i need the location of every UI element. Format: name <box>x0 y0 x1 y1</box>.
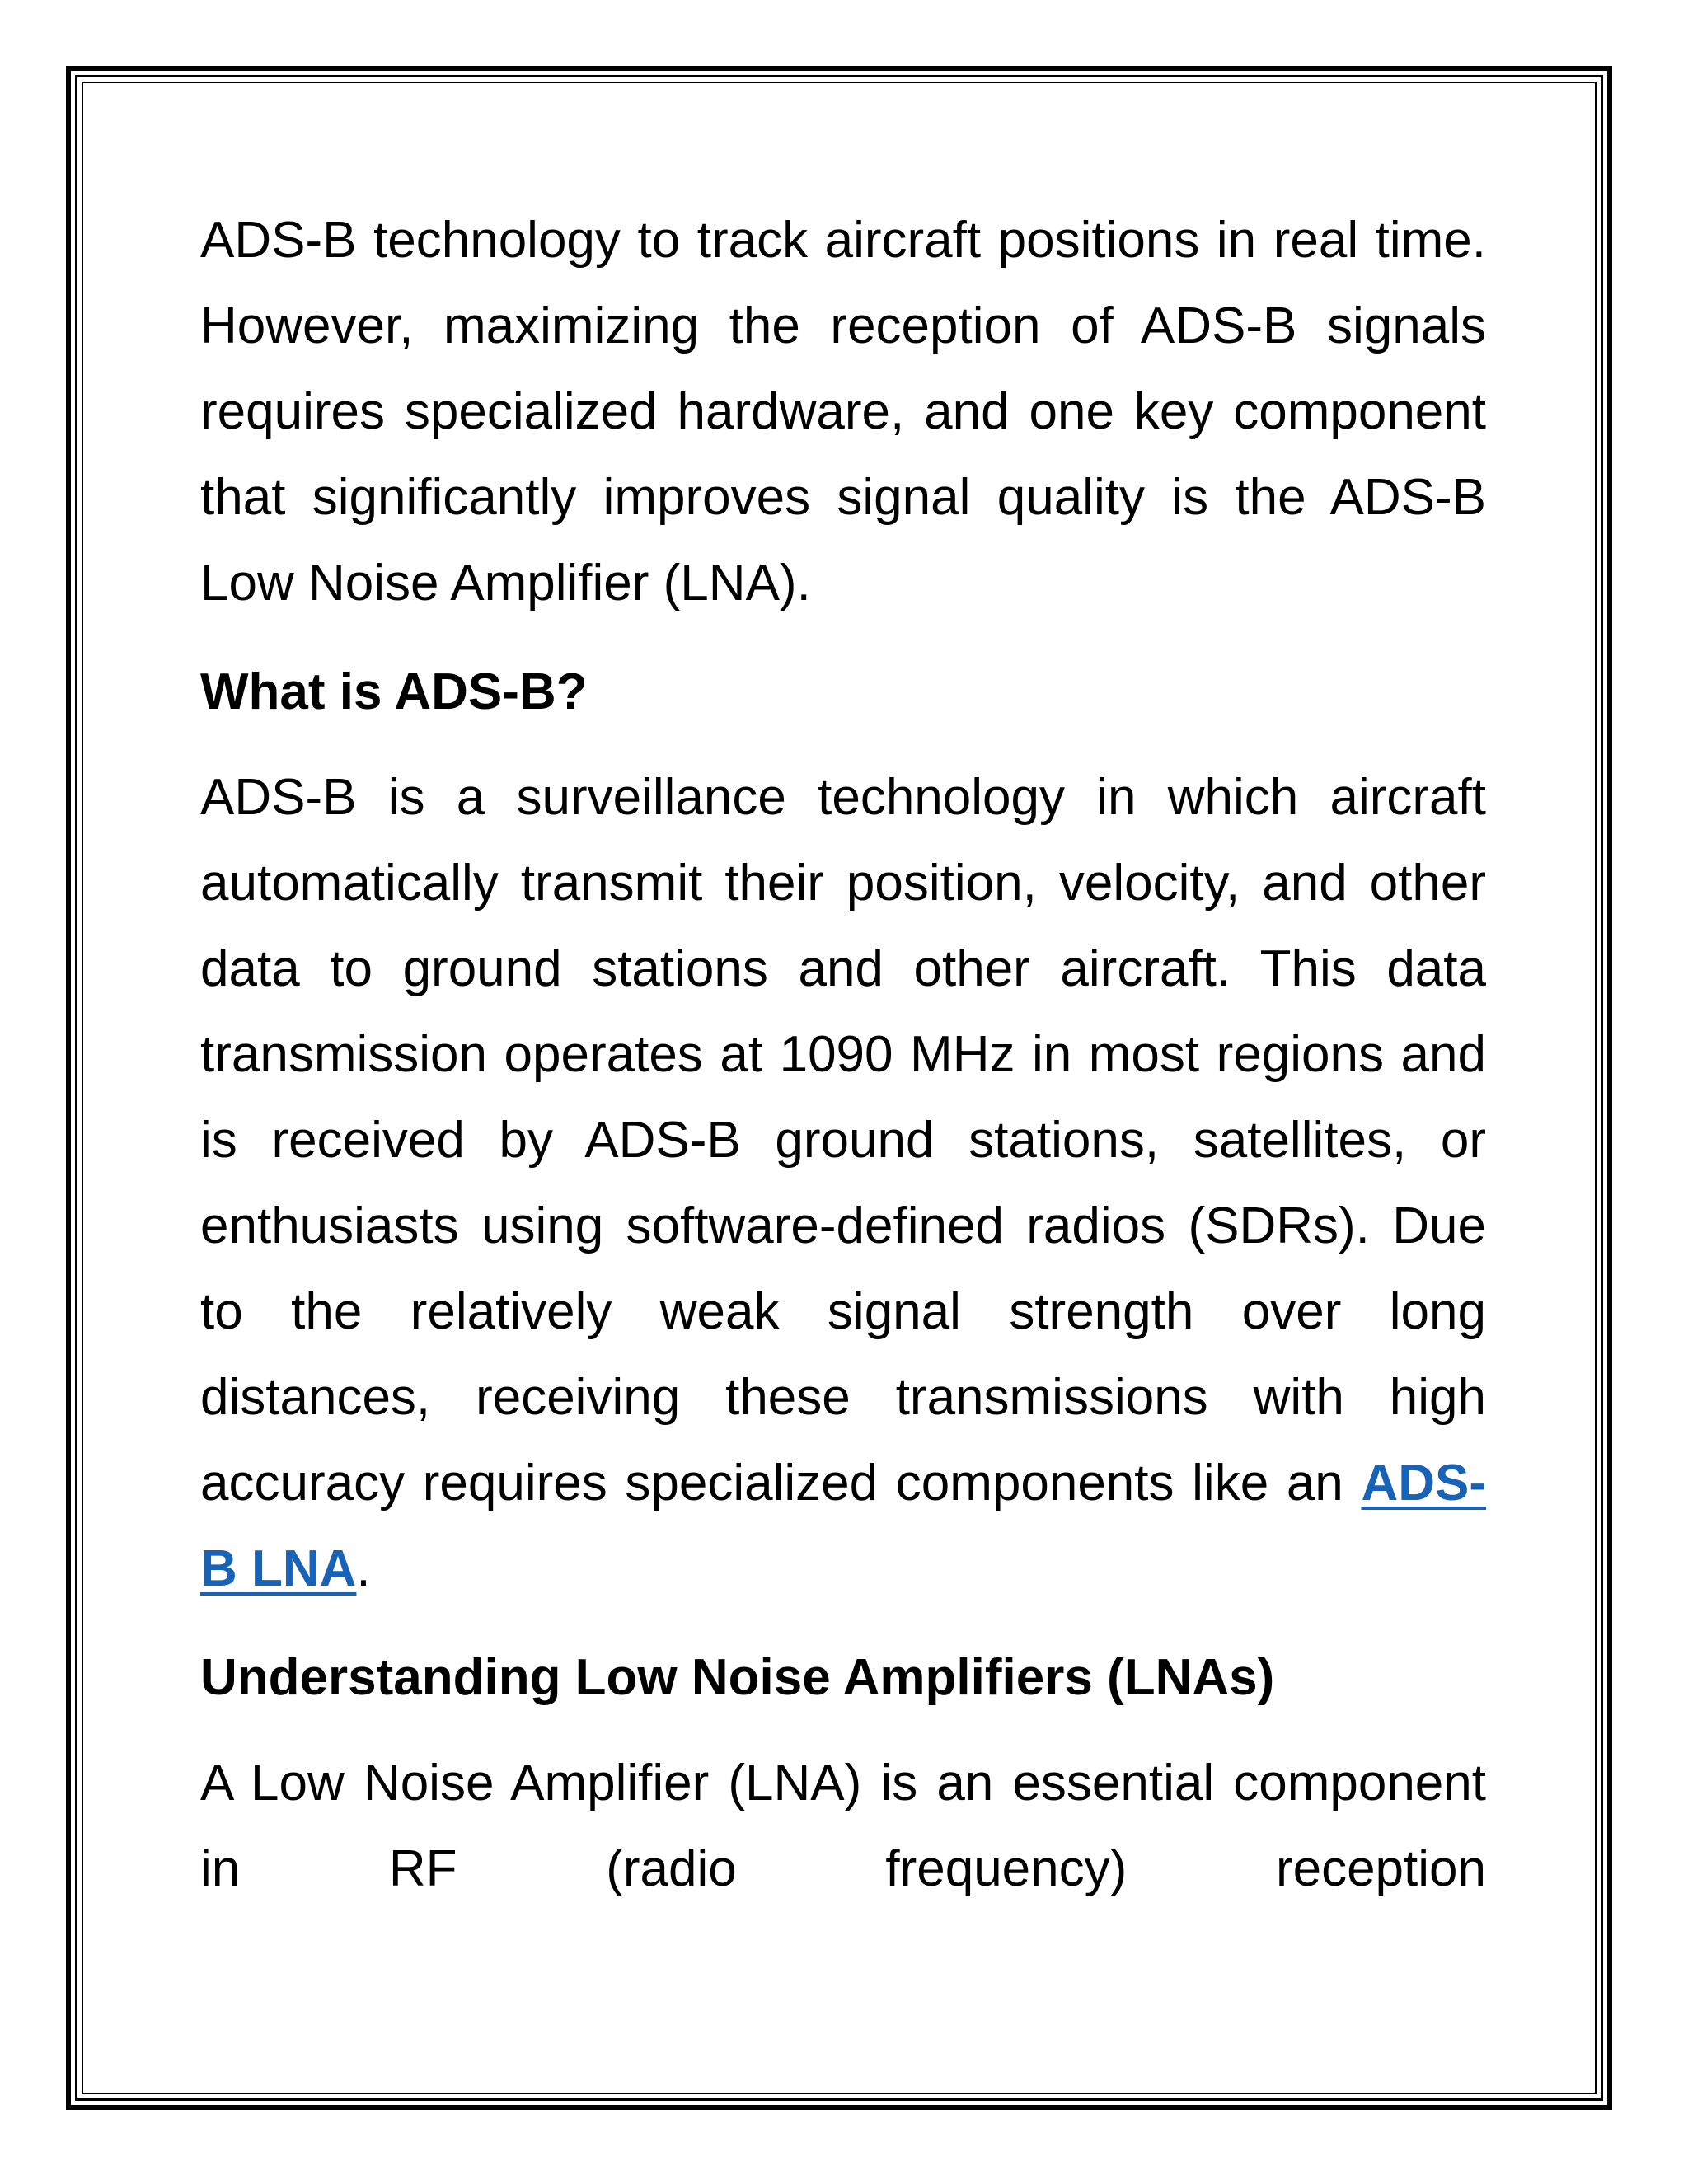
section-heading-understanding-lna: Understanding Low Noise Amplifiers (LNAs) <box>200 1649 1275 1706</box>
document-body <box>200 198 1486 1935</box>
intro-paragraph: ADS-B technology to track aircraft positions in real time. However, maximizing the reception of ADS-B signals requires specialized hardware, and one key component that significantly improves signal quality is the ADS-B Low Noise Amplifier (LNA). <box>200 212 1486 612</box>
adsb-description-period: . <box>356 1540 371 1597</box>
lna-description-paragraph: A Low Noise Amplifier (LNA) is an essential component in RF (radio frequency) reception <box>200 1755 1486 1897</box>
section-heading-what-is-adsb: What is ADS-B? <box>200 663 588 720</box>
adsb-description-paragraph <box>200 755 1486 1612</box>
adsb-lna-link[interactable]: ADS-B LNA <box>200 1455 1486 1597</box>
adsb-description-text: ADS-B is a surveillance technology in which aircraft automatically transmit their position, velocity, and other data to ground stations and other aircraft. This data transmission operates at 1090 MHz in most regions and is received by ADS-B ground stations, satellites, or enthusiasts using software-defined radios (SDRs). Due to the relatively weak signal strength over long distances, receiving these transmissions with high accuracy requires specialized components like an <box>200 769 1486 1511</box>
